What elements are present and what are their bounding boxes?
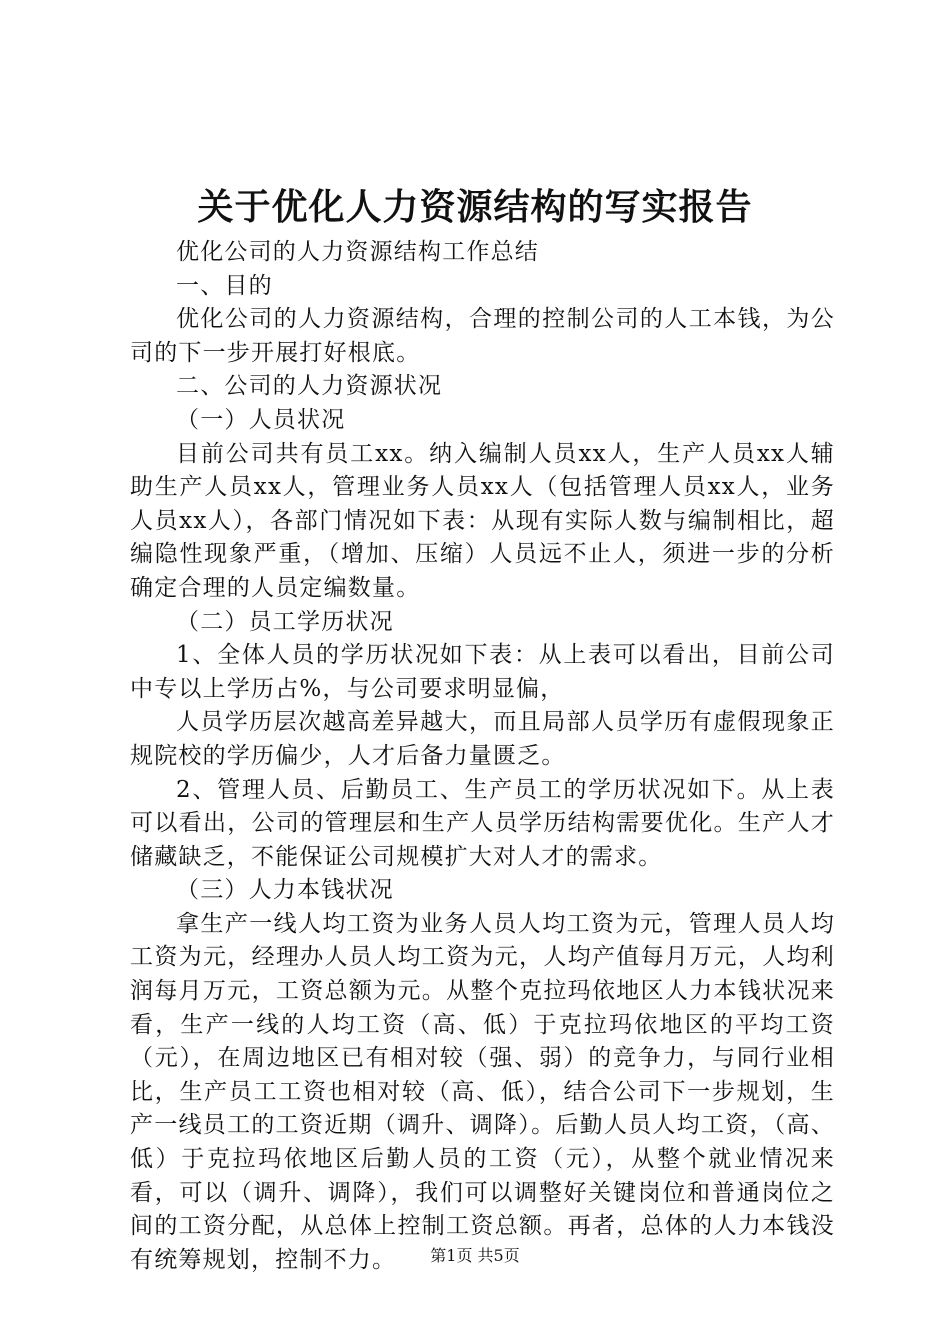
document-body <box>130 236 835 1277</box>
subsection-heading-education: （二）员工学历状况 <box>176 608 394 635</box>
section-heading-purpose: 一、目的 <box>176 272 273 299</box>
subsection-heading-staff: （一）人员状况 <box>176 406 346 433</box>
paragraph-education-2: 人员学历层次越高差异越大，而且局部人员学历有虚假现象正规院校的学历偏少，人才后备力量匮乏。 <box>130 709 835 769</box>
paragraph-education-1: 1、全体人员的学历状况如下表：从上表可以看出，目前公司中专以上学历占%，与公司要求明显偏， <box>130 642 835 702</box>
paragraph-purpose: 优化公司的人力资源结构，合理的控制公司的人工本钱，为公司的下一步开展打好根底。 <box>130 306 835 366</box>
document-title: 关于优化人力资源结构的写实报告 <box>197 187 753 228</box>
paragraph-education-3: 2、管理人员、后勤员工、生产员工的学历状况如下。从上表可以看出，公司的管理层和生产人员学历结构需要优化。生产人才储藏缺乏，不能保证公司规模扩大对人才的需求。 <box>130 776 835 870</box>
page-footer: 第1页 共5页 <box>430 1246 520 1265</box>
subsection-heading-cost: （三）人力本钱状况 <box>176 877 394 904</box>
paragraph-summary-heading: 优化公司的人力资源结构工作总结 <box>176 239 539 265</box>
paragraph-staff: 目前公司共有员工xx。纳入编制人员xx人，生产人员xx人辅助生产人员xx人，管理业务人员xx人（包括管理人员xx人，业务人员xx人），各部门情况如下表：从现有实际人数与编制相比，超编隐性现象严重，（增加、压缩）人员远不止人，须进一步的分析确定合理的人员定编数量。 <box>130 440 835 601</box>
section-heading-status: 二、公司的人力资源状况 <box>176 373 443 400</box>
paragraph-cost: 拿生产一线人均工资为业务人员人均工资为元，管理人员人均工资为元，经理办人员人均工资为元，人均产值每月万元，人均利润每月万元，工资总额为元。从整个克拉玛依地区人力本钱状况来看，生产一线的人均工资（高、低）于克拉玛依地区的平均工资（元），在周边地区已有相对较（强、弱）的竞争力，与同行业相比，生产员工工资也相对较（高、低），结合公司下一步规划，生产一线员工的工资近期（调升、调降）。后勤人员人均工资，（高、低）于克拉玛依地区后勤人员的工资（元），从整个就业情况来看，可以（调升、调降），我们可以调整好关键岗位和普通岗位之间的工资分配，从总体上控制工资总额。再者，总体的人力本钱没有统筹规划，控制不力。 <box>130 910 835 1273</box>
